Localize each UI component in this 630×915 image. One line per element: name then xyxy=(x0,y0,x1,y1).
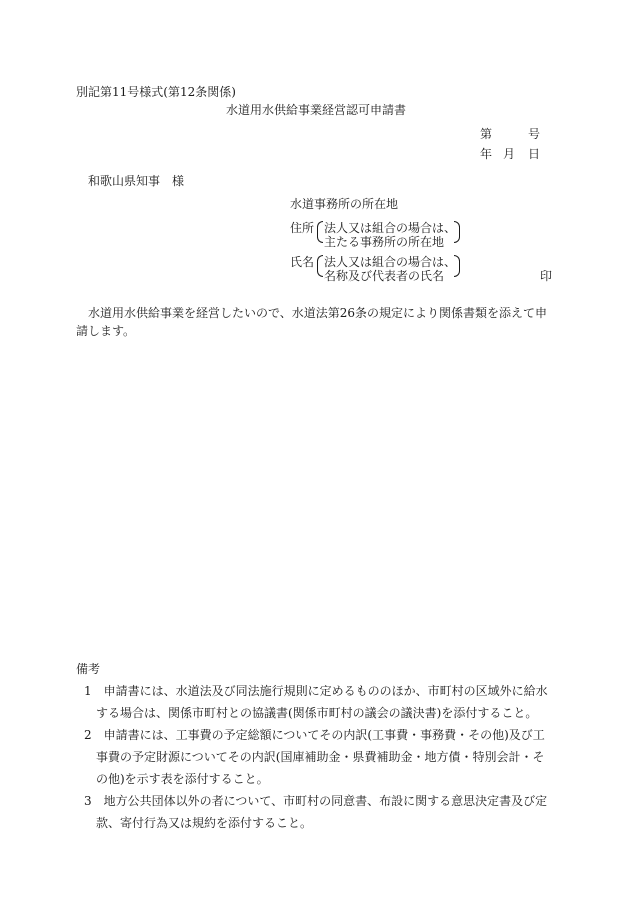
address-right-bracket xyxy=(454,221,460,243)
address-left-bracket xyxy=(317,221,323,243)
date-month: 月 xyxy=(503,147,516,161)
date-day: 日 xyxy=(528,147,541,161)
remark-number: 2 xyxy=(84,728,92,742)
date-year: 年 xyxy=(480,147,493,161)
address-note-line-2: 主たる事務所の所在地 xyxy=(324,235,445,249)
addressee: 和歌山県知事 様 xyxy=(88,174,185,188)
remark-item xyxy=(84,790,556,834)
remark-item xyxy=(84,724,556,790)
name-note-line-1: 法人又は組合の場合は、 xyxy=(324,255,457,269)
address-label: 住所 xyxy=(290,221,315,235)
remark-text: 申請書には、工事費の予定総額についてその内訳(工事費・事務費・その他)及び工事費の予定財源についてその内訳(国庫補助金・県費補助金・地方債・特別会計・その他)を示す表を添付すること。 xyxy=(96,728,545,786)
remark-item xyxy=(84,680,556,724)
application-body-text: 水道用水供給事業を経営したいので、水道法第26条の規定により関係書類を添えて申請します。 xyxy=(76,306,548,338)
number-dai: 第 xyxy=(480,127,493,141)
document-title: 水道用水供給事業経営認可申請書 xyxy=(226,103,407,117)
form-label: 別記第11号様式(第12条関係) xyxy=(76,85,236,99)
remark-text: 地方公共団体以外の者について、市町村の同意書、布設に関する意思決定書及び定款、寄付行為又は規約を添付すること。 xyxy=(96,794,548,830)
address-note-line-1: 法人又は組合の場合は、 xyxy=(324,221,457,235)
office-location-label: 水道事務所の所在地 xyxy=(290,197,399,211)
number-go: 号 xyxy=(528,127,541,141)
remarks-section xyxy=(76,658,556,834)
name-left-bracket xyxy=(317,255,323,277)
remark-number: 3 xyxy=(84,794,92,808)
name-note-line-2: 名称及び代表者の氏名 xyxy=(324,269,445,283)
remark-text: 申請書には、水道法及び同法施行規則に定めるもののほか、市町村の区域外に給水する場合は、関係市町村との協議書(関係市町村の議会の議決書)を添付すること。 xyxy=(96,684,548,720)
name-right-bracket xyxy=(454,255,460,277)
seal-mark: 印 xyxy=(540,269,553,283)
remarks-heading: 備考 xyxy=(76,662,101,676)
name-label: 氏名 xyxy=(290,255,315,269)
remark-number: 1 xyxy=(84,684,92,698)
